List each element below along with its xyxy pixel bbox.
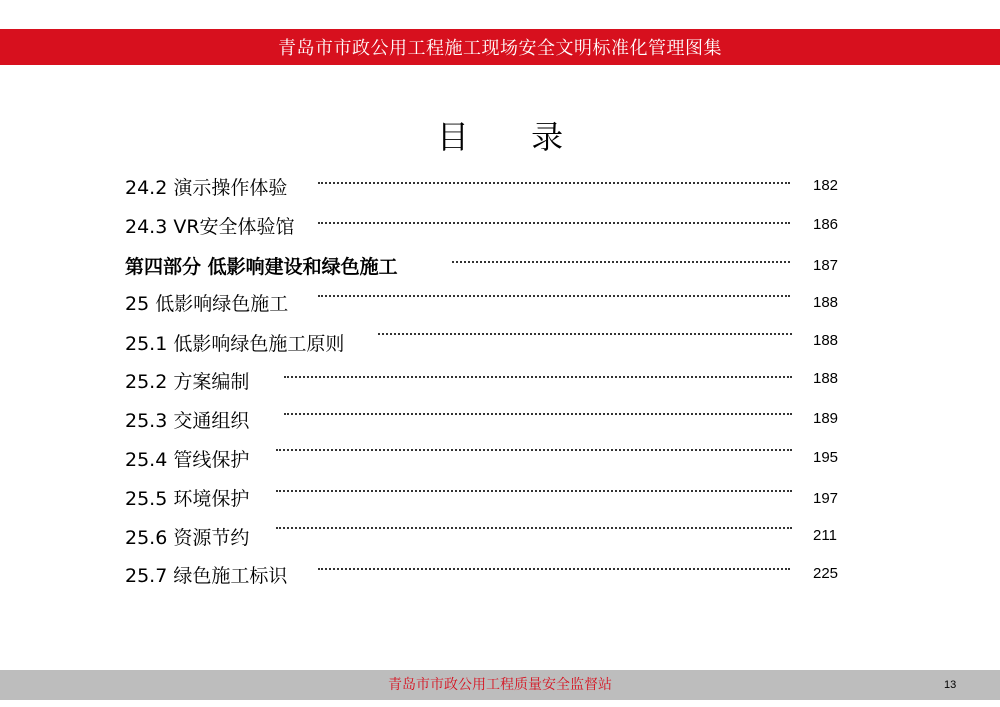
toc-leader-dots <box>276 527 792 529</box>
toc-entry-page: 188 <box>813 370 839 387</box>
toc-entry[interactable] <box>0 409 1000 447</box>
toc-entry-label: 25 低影响绿色施工 <box>125 293 289 315</box>
toc-entry-label: 25.1 低影响绿色施工原则 <box>125 333 345 355</box>
toc-entry-page: 186 <box>813 216 839 233</box>
toc-leader-dots <box>276 490 792 492</box>
toc-entry[interactable] <box>0 487 1000 525</box>
toc-leader-dots <box>276 449 792 451</box>
page-number: 13 <box>944 679 957 691</box>
header-bar <box>0 29 1000 65</box>
toc-entry-page: 188 <box>813 332 839 349</box>
toc-entry[interactable] <box>0 526 1000 564</box>
toc-entry[interactable] <box>0 215 1000 253</box>
toc-entry[interactable] <box>0 332 1000 370</box>
toc-leader-dots <box>284 376 792 378</box>
toc-entry[interactable] <box>0 370 1000 408</box>
toc-leader-dots <box>318 568 790 570</box>
toc-entry-label: 24.2 演示操作体验 <box>125 177 288 199</box>
toc-entry-page: 188 <box>813 294 839 311</box>
toc-leader-dots <box>452 261 790 263</box>
toc-entry[interactable] <box>0 176 1000 214</box>
toc-entry-label: 25.5 环境保护 <box>125 488 250 510</box>
toc-entry-page: 211 <box>813 527 837 544</box>
toc-heading: 目 录 <box>436 118 590 156</box>
document-title: 青岛市市政公用工程施工现场安全文明标准化管理图集 <box>278 38 722 59</box>
toc-leader-dots <box>284 413 792 415</box>
footer-organization: 青岛市市政公用工程质量安全监督站 <box>388 677 612 693</box>
toc-entry-page: 182 <box>813 177 839 194</box>
toc-leader-dots <box>378 333 792 335</box>
toc-entry-label: 25.7 绿色施工标识 <box>125 565 288 587</box>
toc-entry-page: 187 <box>813 257 839 274</box>
toc-entry-page: 197 <box>813 490 839 507</box>
footer-bar <box>0 670 1000 700</box>
toc-leader-dots <box>318 295 790 297</box>
toc-entry-label: 24.3 VR安全体验馆 <box>125 216 295 238</box>
toc-entry-label: 25.4 管线保护 <box>125 449 250 471</box>
toc-entry-label: 第四部分 低影响建设和绿色施工 <box>125 256 398 278</box>
toc-entry-page: 195 <box>813 449 839 466</box>
toc-entry-label: 25.6 资源节约 <box>125 527 250 549</box>
toc-entry-page: 189 <box>813 410 839 427</box>
toc-entry-page: 225 <box>813 565 839 582</box>
toc-entry[interactable] <box>0 448 1000 486</box>
toc-entry-label: 25.3 交通组织 <box>125 410 250 432</box>
toc-leader-dots <box>318 222 790 224</box>
toc-entry-label: 25.2 方案编制 <box>125 371 250 393</box>
toc-leader-dots <box>318 182 790 184</box>
toc-entry[interactable] <box>0 564 1000 602</box>
toc-entry[interactable] <box>0 292 1000 330</box>
toc-entry[interactable] <box>0 255 1000 293</box>
